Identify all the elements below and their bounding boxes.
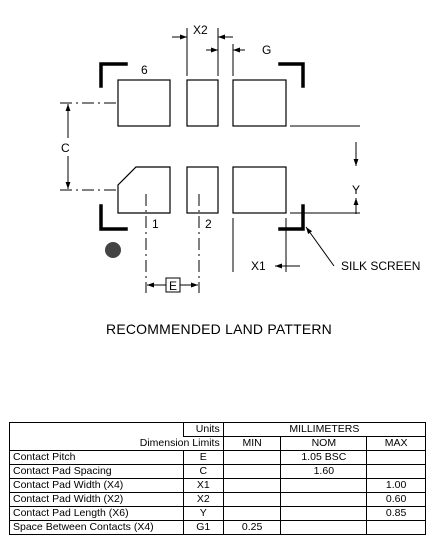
pin-1-indicator [105,242,121,258]
label-e: E [169,279,178,293]
row-name: Space Between Contacts (X4) [10,521,184,535]
pad-pin-1 [118,167,170,213]
row-name: Contact Pad Width (X4) [10,479,184,493]
col-min-header: MIN [223,437,281,451]
row-max: 0.60 [367,493,426,507]
row-name: Contact Pad Width (X2) [10,493,184,507]
label-c: C [61,141,70,155]
label-g: G [262,43,272,57]
dimension-limits-label: Dimension Limits [10,437,224,451]
row-nom: 1.60 [281,465,367,479]
label-pin-6: 6 [141,63,148,77]
units-value: MILLIMETERS [223,423,425,437]
row-name: Contact Pitch [10,451,184,465]
row-nom [281,521,367,535]
header-row [10,437,426,451]
pad-top-center [187,80,218,126]
label-silk-screen: SILK SCREEN [341,259,421,273]
row-min [223,451,281,465]
row-nom [281,479,367,493]
table-row [10,507,426,521]
silk-screen-leader [306,227,334,266]
table-row [10,479,426,493]
row-symbol: X2 [183,493,223,507]
table-row [10,521,426,535]
units-label: Units [183,423,223,437]
col-nom-header: NOM [281,437,367,451]
row-min [223,479,281,493]
row-symbol: Y [183,507,223,521]
pad-bottom-right [233,167,286,213]
label-y: Y [352,183,361,197]
row-max: 0.85 [367,507,426,521]
label-pin-2: 2 [205,217,212,231]
row-min [223,507,281,521]
row-nom [281,493,367,507]
table-row [10,451,426,465]
row-symbol: E [183,451,223,465]
pad-pin-2 [187,167,218,213]
row-min: 0.25 [223,521,281,535]
units-row [10,423,426,437]
row-nom: 1.05 BSC [281,451,367,465]
pad-top-left [118,80,170,126]
row-name: Contact Pad Spacing [10,465,184,479]
label-pin-1: 1 [152,217,159,231]
row-max: 1.00 [367,479,426,493]
row-nom [281,507,367,521]
pattern-caption: RECOMMENDED LAND PATTERN [106,321,332,337]
dimension-table [9,422,426,535]
label-x1: X1 [251,259,266,273]
table-row [10,465,426,479]
row-max [367,465,426,479]
row-max [367,521,426,535]
row-symbol: G1 [183,521,223,535]
row-symbol: X1 [183,479,223,493]
table-row [10,493,426,507]
row-name: Contact Pad Length (X6) [10,507,184,521]
row-max [367,451,426,465]
row-min [223,465,281,479]
label-x2: X2 [193,23,208,37]
pad-top-right [233,80,286,126]
row-symbol: C [183,465,223,479]
col-max-header: MAX [367,437,426,451]
row-min [223,493,281,507]
